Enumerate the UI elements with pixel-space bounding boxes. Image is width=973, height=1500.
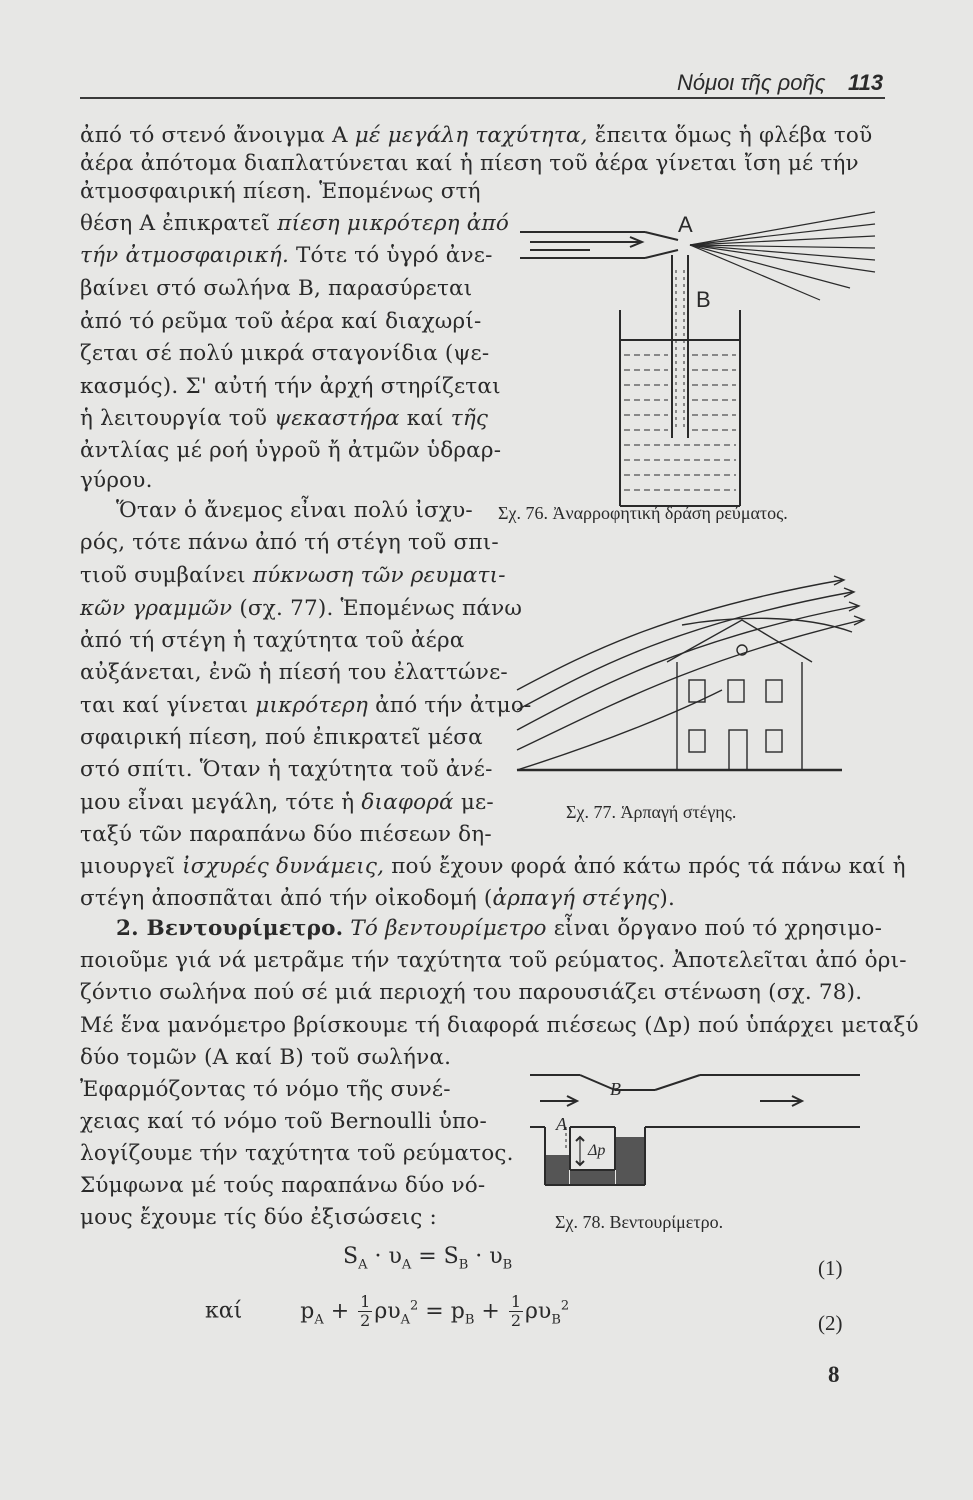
running-header-title: Νόμοι τῆς ροῆς <box>677 70 826 95</box>
text-line: ἀπό τό στενό ἄνοιγμα Α μέ μεγάλη ταχύτητα, ἔπειτα ὅμως ἡ φλέβα τοῦ <box>80 123 873 148</box>
text-line: λογίζουμε τήν ταχύτητα τοῦ ρεύματος. <box>80 1141 514 1166</box>
fraction-half: $\frac{1}{2}$ <box>360 1292 371 1330</box>
text-line: στέγη ἀποσπᾶται ἀπό τήν οἰκοδομή (ἁρπαγή στέγης). <box>80 886 675 911</box>
text-line: ζεται σέ πολύ μικρά σταγονίδια (ψε- <box>80 341 490 366</box>
text-line: αὐξάνεται, ἐνῶ ἡ πίεσή του ἐλαττώνε- <box>80 660 508 685</box>
fig78-label-b: B <box>610 1079 621 1099</box>
text-line: ρός, τότε πάνω ἀπό τή στέγη τοῦ σπι- <box>80 530 499 555</box>
text-line: κασμός). Σ' αὐτή τήν ἀρχή στηρίζεται <box>80 374 501 399</box>
text-line: γύρου. <box>80 468 153 493</box>
text-line: ἀτμοσφαιρική πίεση. Ἑπομένως στή <box>80 179 481 204</box>
text-line: ποιοῦμε γιά νά μετρᾶμε τήν ταχύτητα τοῦ ρεύματος. Ἀποτελεῖται ἀπό ὁρι- <box>80 948 907 973</box>
text-line: δύο τομῶν (Α καί Β) τοῦ σωλήνα. <box>80 1045 452 1070</box>
text-line: τιοῦ συμβαίνει πύκνωση τῶν ρευματι- <box>80 563 506 588</box>
signature-mark: 8 <box>828 1362 840 1387</box>
text-line: ζόντιο σωλήνα πού σέ μιά περιοχή του παρουσιάζει στένωση (σχ. 78). <box>80 980 863 1005</box>
text-line: βαίνει στό σωλήνα Β, παρασύρεται <box>80 276 473 301</box>
equation-continuity: $S_A \cdot \upsilon_A = S_B \cdot \upsilon_B$ <box>343 1244 513 1273</box>
text-line: κῶν γραμμῶν (σχ. 77). Ἑπομένως πάνω <box>80 596 523 621</box>
fig76-label-a: A <box>678 212 693 237</box>
text-line: σφαιρική πίεση, πού ἐπικρατεῖ μέσα <box>80 725 483 750</box>
equation-number-2: (2) <box>818 1311 843 1335</box>
equation-number-1: (1) <box>818 1256 843 1280</box>
text-line: θέση Α ἐπικρατεῖ πίεση μικρότερη ἀπό <box>80 211 509 236</box>
text-line: μους ἔχουμε τίς δύο ἐξισώσεις : <box>80 1205 437 1230</box>
figure-76-atomizer <box>520 210 880 510</box>
header-rule <box>80 97 885 99</box>
fig78-label-a: A <box>556 1114 567 1134</box>
text-line: μου εἶναι μεγάλη, τότε ἡ διαφορά με- <box>80 790 494 815</box>
text-line: ἀέρα ἀπότομα διαπλατύνεται καί ἡ πίεση τοῦ ἀέρα γίνεται ἴση μέ τήν <box>80 151 859 176</box>
figure-78-venturi-meter <box>530 1055 870 1205</box>
fig76-label-b: B <box>696 287 711 312</box>
fraction-half: $\frac{1}{2}$ <box>510 1292 521 1330</box>
text-line: Ἐφαρμόζοντας τό νόμο τῆς συνέ- <box>80 1077 451 1102</box>
text-line: ἀντλίας μέ ροή ὑγροῦ ἤ ἀτμῶν ὑδραρ- <box>80 438 502 463</box>
section-heading: 2. Βεντουρίμετρο. <box>116 916 344 941</box>
text-line: ἀπό τή στέγη ἡ ταχύτητα τοῦ ἀέρα <box>80 628 465 653</box>
text-line: μιουργεῖ ἰσχυρές δυνάμεις, πού ἔχουν φορά ἀπό κάτω πρός τά πάνω καί ἡ <box>80 854 906 879</box>
equation-bernoulli: καί $p_A$ + $\frac{1}{2}$ $\rho\upsilon_A^2 = p_B$ + $\frac{1}{2}$ $\rho\upsilon_B^2$ <box>205 1292 570 1330</box>
text-line: Ὅταν ὁ ἄνεμος εἶναι πολύ ἰσχυ- <box>116 498 473 523</box>
text-line: ἀπό τό ρεῦμα τοῦ ἀέρα καί διαχωρί- <box>80 309 482 334</box>
figure-78-caption: Σχ. 78. Βεντουρίμετρο. <box>555 1212 724 1232</box>
page-number: 113 <box>848 70 884 95</box>
fig78-label-dp: Δp <box>588 1142 606 1159</box>
figure-76-caption: Σχ. 76. Ἀναρροφητική δράση ρεύματος. <box>498 503 788 523</box>
text-line: τήν ἀτμοσφαιρική. Τότε τό ὑγρό ἀνε- <box>80 243 493 268</box>
text-line: Μέ ἕνα μανόμετρο βρίσκουμε τή διαφορά πιέσεως (Δp) πού ὑπάρχει μεταξύ <box>80 1013 919 1038</box>
figure-77-house <box>512 570 872 790</box>
text-line: ταξύ τῶν παραπάνω δύο πιέσεων δη- <box>80 822 492 847</box>
text-line: ἡ λειτουργία τοῦ ψεκαστήρα καί τῆς <box>80 406 489 431</box>
text-line: στό σπίτι. Ὅταν ἡ ταχύτητα τοῦ ἀνέ- <box>80 757 493 782</box>
text-line: 2. Βεντουρίμετρο. Τό βεντουρίμετρο εἶναι ὄργανο πού τό χρησιμο- <box>116 916 883 941</box>
text-line: Σύμφωνα μέ τούς παραπάνω δύο νό- <box>80 1173 486 1198</box>
text-line: χειας καί τό νόμο τοῦ Bernoulli ὑπο- <box>80 1109 487 1134</box>
figure-77-caption: Σχ. 77. Ἁρπαγή στέγης. <box>566 802 737 822</box>
text-line: ται καί γίνεται μικρότερη ἀπό τήν ἀτμο- <box>80 693 532 718</box>
